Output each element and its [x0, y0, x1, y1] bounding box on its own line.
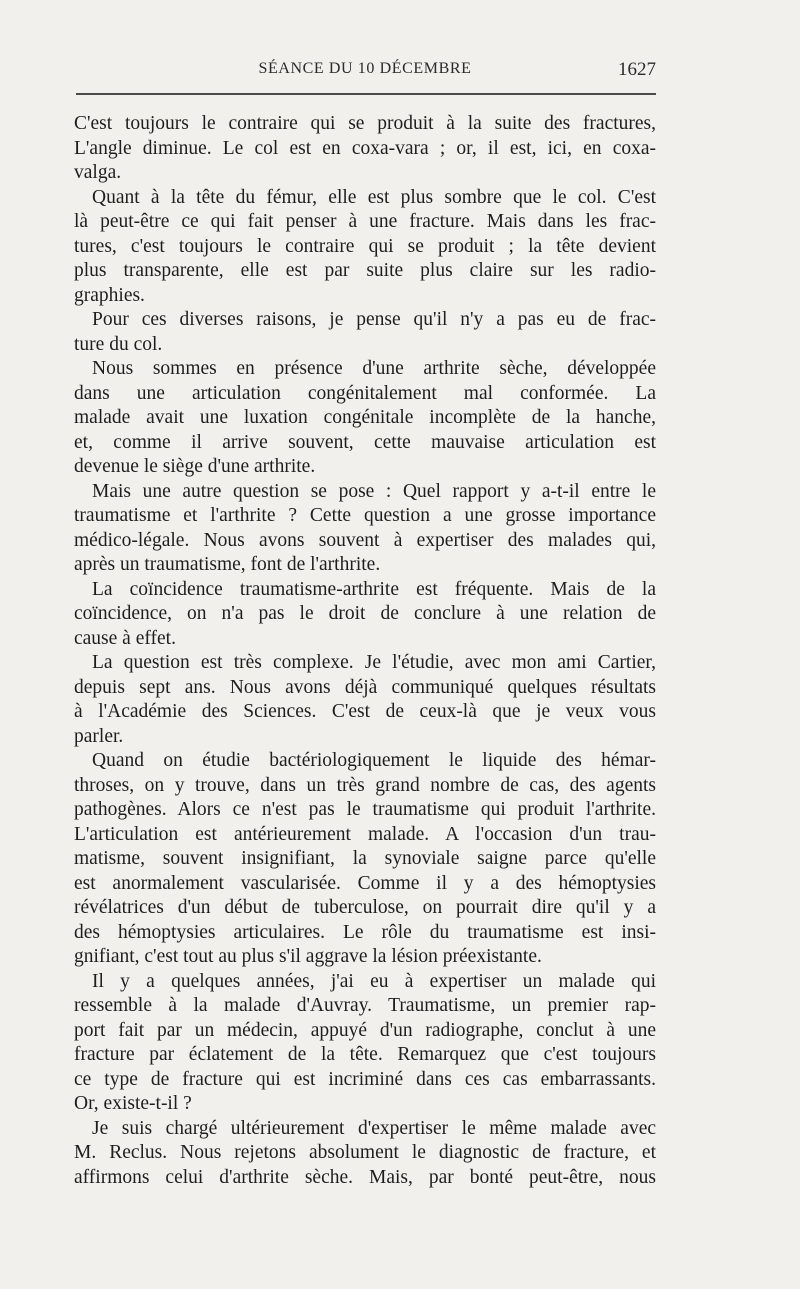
text-line: est anormalement vascularisée. Comme il y a des hémoptysies [74, 872, 656, 894]
text-line: Nous sommes en présence d'une arthrite sèche, développée [92, 358, 656, 379]
text-line: Pour ces diverses raisons, je pense qu'il n'y a pas eu de frac- [92, 309, 656, 330]
text-line: là peut-être ce qui fait penser à une fracture. Mais dans les frac- [74, 211, 656, 232]
text-line: ce type de fracture qui est incriminé dans ces cas embarrassants. [74, 1068, 656, 1090]
text-line: Il y a quelques années, j'ai eu à expertiser un malade qui [92, 970, 656, 992]
text-line: C'est toujours le contraire qui se produit à la suite des fractures, [74, 113, 656, 134]
text-line: des hémoptysies articulaires. Le rôle du traumatisme est insi- [74, 921, 656, 943]
text-line: à l'Académie des Sciences. C'est de ceux-là que je veux vous [74, 701, 656, 722]
text-line: La question est très complexe. Je l'étudie, avec mon ami Cartier, [92, 652, 656, 673]
page-number: 1627 [618, 59, 656, 80]
text-line: malade avait une luxation congénitale incomplète de la hanche, [74, 407, 656, 428]
text-line: cause à effet. [74, 627, 176, 649]
text-line: médico-légale. Nous avons souvent à expertiser des malades qui, [74, 529, 656, 551]
header-rule [76, 93, 656, 95]
text-line: port fait par un médecin, appuyé d'un radiographe, conclut à une [74, 1019, 656, 1041]
text-line: Mais une autre question se pose : Quel rapport y a-t-il entre le [92, 480, 656, 502]
text-line: parler. [74, 725, 124, 747]
text-line: gnifiant, c'est tout au plus s'il aggrave la lésion préexistante. [74, 946, 542, 967]
page-header [74, 60, 656, 82]
text-line: pathogènes. Alors ce n'est pas le traumatisme qui produit l'arthrite. [74, 799, 656, 820]
text-line: affirmons celui d'arthrite sèche. Mais, par bonté peut-être, nous [74, 1166, 656, 1188]
text-line: Quand on étudie bactériologiquement le liquide des hémar- [92, 750, 656, 771]
text-line: tures, c'est toujours le contraire qui se produit ; la tête devient [74, 235, 656, 257]
text-line: traumatisme et l'arthrite ? Cette question a une grosse importance [74, 505, 656, 526]
text-line: matisme, souvent insignifiant, la synoviale saigne parce qu'elle [74, 848, 656, 869]
text-line: L'articulation est antérieurement malade. A l'occasion d'un trau- [74, 823, 656, 845]
text-line: throses, on y trouve, dans un très grand nombre de cas, des agents [74, 774, 656, 796]
text-line: Quant à la tête du fémur, elle est plus sombre que le col. C'est [92, 186, 656, 208]
text-line: plus transparente, elle est par suite plus claire sur les radio- [74, 260, 656, 281]
text-line: dans une articulation congénitalement mal conformée. La [74, 382, 656, 404]
running-head: SÉANCE DU 10 DÉCEMBRE [258, 60, 472, 77]
text-line: Je suis chargé ultérieurement d'expertiser le même malade avec [92, 1117, 656, 1139]
text-line: valga. [74, 162, 122, 183]
text-line: La coïncidence traumatisme-arthrite est fréquente. Mais de la [92, 578, 656, 600]
text-line: ressemble à la malade d'Auvray. Traumatisme, un premier rap- [74, 995, 656, 1016]
text-line: ture du col. [74, 333, 163, 355]
body-text [74, 112, 656, 1190]
text-line: depuis sept ans. Nous avons déjà communiqué quelques résultats [74, 676, 656, 698]
text-line: révélatrices d'un début de tuberculose, on pourrait dire qu'il y a [74, 897, 656, 918]
text-line: graphies. [74, 284, 145, 306]
text-line: Or, existe-t-il ? [74, 1093, 192, 1114]
text-line: après un traumatisme, font de l'arthrite. [74, 554, 381, 575]
text-line: coïncidence, on n'a pas le droit de conclure à une relation de [74, 603, 656, 624]
text-line: L'angle diminue. Le col est en coxa-vara ; or, il est, ici, en coxa- [74, 137, 656, 159]
text-line: et, comme il arrive souvent, cette mauvaise articulation est [74, 431, 656, 453]
text-line: M. Reclus. Nous rejetons absolument le diagnostic de fracture, et [74, 1142, 656, 1163]
text-line: devenue le siège d'une arthrite. [74, 456, 316, 477]
text-line: fracture par éclatement de la tête. Remarquez que c'est toujours [74, 1044, 656, 1065]
